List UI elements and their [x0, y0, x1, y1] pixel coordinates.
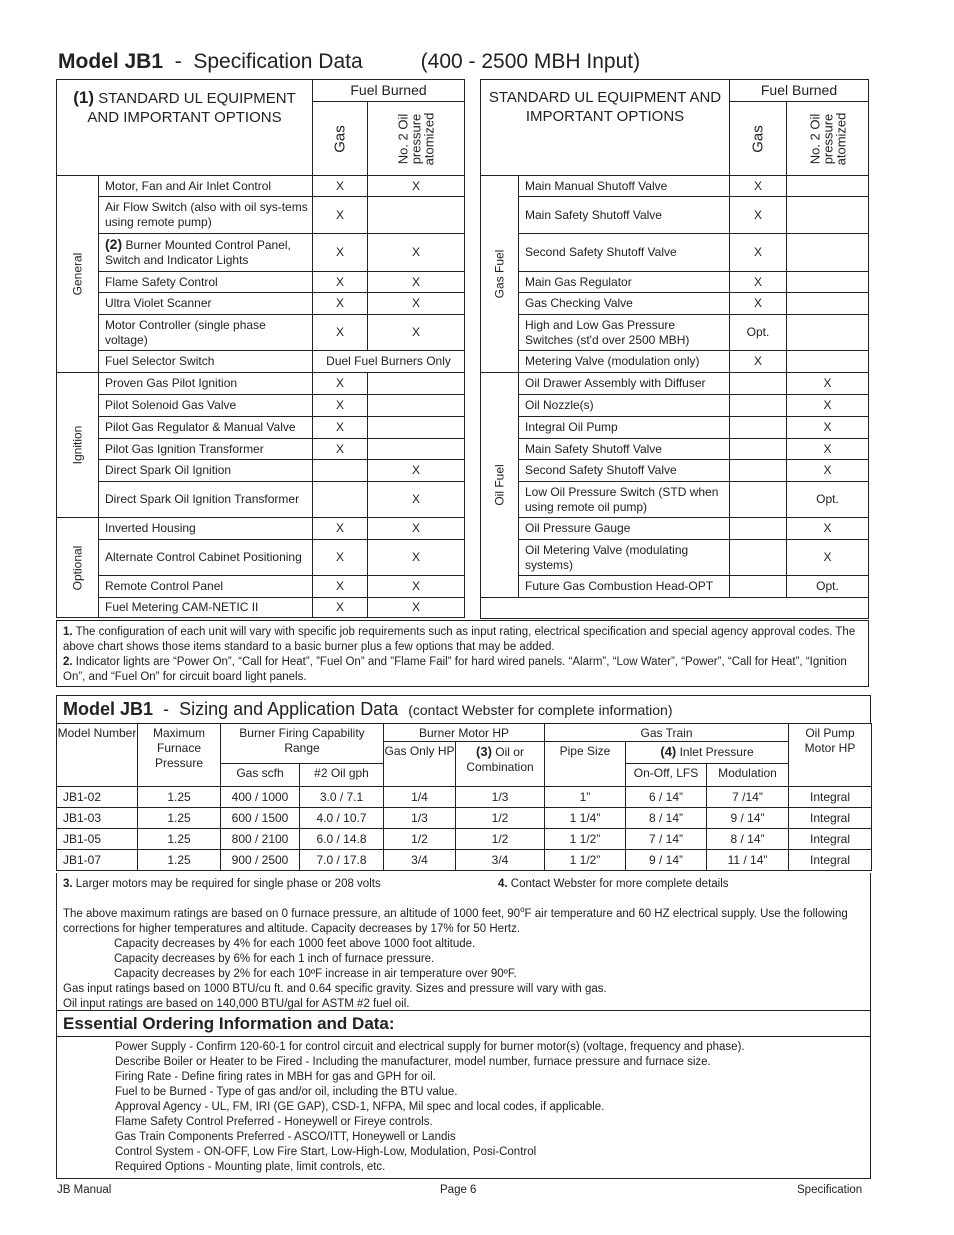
gas-mark: X [730, 234, 787, 272]
spec-row [57, 518, 465, 540]
spec-item-label: Second Safety Shutoff Valve [519, 234, 730, 272]
spec-item-label: Oil Pressure Gauge [519, 518, 730, 540]
oil-mark: X [368, 293, 465, 315]
spec-item-label: Main Gas Regulator [519, 272, 730, 293]
gas-column-header: Gas [313, 102, 368, 176]
gas-mark: X [313, 176, 368, 197]
category-oil-fuel: Oil Fuel [481, 373, 519, 598]
gas-mark: X [313, 293, 368, 315]
ordering-item: Flame Safety Control Preferred - Honeywell or Fireye controls. [115, 1116, 433, 1128]
spec-table-left [56, 79, 465, 618]
cell-pressure: 1.25 [138, 808, 221, 829]
ordering-title: Essential Ordering Information and Data: [56, 1010, 871, 1037]
cell-combo-hp: 1/2 [456, 829, 545, 850]
cell-onoff: 8 / 14” [626, 808, 707, 829]
col-burner-motor-hp: Burner Motor HP [384, 724, 545, 742]
spec-table-right [480, 79, 869, 619]
spec-row [57, 373, 465, 395]
gas-mark: X [313, 272, 368, 293]
page-title: Model JB1 - Specification Data (400 - 2500 MBH Input) [58, 50, 641, 73]
footer-manual: JB Manual [57, 1184, 112, 1196]
cell-pipe: 1 1/2” [545, 829, 626, 850]
ordering-item: Firing Rate - Define firing rates in MBH for gas and GPH for oil. [115, 1071, 436, 1083]
cell-model: JB1-02 [57, 787, 138, 808]
spec-row [57, 351, 465, 373]
spec-item-label: Fuel Selector Switch [99, 351, 313, 373]
spec-row [481, 540, 869, 576]
cell-oil: 6.0 / 14.8 [300, 829, 384, 850]
cell-pipe: 1” [545, 787, 626, 808]
ordering-item: Describe Boiler or Heater to be Fired - Including the manufacturer, model number, furnace pressure and furnace size. [115, 1056, 711, 1068]
correction-altitude: Capacity decreases by 4% for each 1000 feet above 1000 foot altitude. [114, 937, 476, 950]
ordering-item: Gas Train Components Preferred - ASCO/ITT, Honeywell or Landis [115, 1131, 456, 1143]
note-2: 2. Indicator lights are “Power On”, “Call for Heat”, ”Fuel On” and ”Flame Fail” for hard wired panels. “Alarm”, “Low Water”, “Power”, “Call for Heat”, “Ignition On”, and “Fuel On” for circuit board light panels. [63, 656, 847, 683]
spec-row [57, 272, 465, 293]
cell-gas-hp: 1/3 [384, 808, 456, 829]
col-model-number: Model Number [57, 724, 138, 787]
gas-mark [730, 482, 787, 518]
gas-mark: X [313, 576, 368, 598]
oil-column-header: No. 2 Oil pressure atomized [368, 102, 465, 176]
col-inlet-pressure: (4) Inlet Pressure [626, 742, 789, 764]
category-gas-fuel: Gas Fuel [481, 176, 519, 373]
oil-column-header: No. 2 Oil pressure atomized [787, 102, 869, 176]
col-max-furnace-pressure: Maximum Furnace Pressure [138, 724, 221, 787]
oil-mark [787, 234, 869, 272]
spec-item-label: Oil Metering Valve (modulating systems) [519, 540, 730, 576]
notes-3-4 [63, 877, 864, 892]
gas-mark [730, 373, 787, 395]
oil-mark [787, 272, 869, 293]
col-gas-only-hp: Gas Only HP [384, 742, 456, 787]
gas-mark: X [730, 351, 787, 373]
gas-mark: Opt. [730, 315, 787, 351]
cell-combo-hp: 1/2 [456, 808, 545, 829]
oil-mark [368, 439, 465, 460]
spec-item-label: Main Safety Shutoff Valve [519, 197, 730, 234]
note-1: 1. The configuration of each unit will vary with specific job requirements such as input rating, electrical specification and special agency approval codes. The above chart shows those items standard to a basic burner plus a few options that may be added. [63, 626, 856, 653]
spec-row [57, 598, 465, 618]
gas-mark: X [730, 272, 787, 293]
cell-gas: 400 / 1000 [221, 787, 300, 808]
spec-row [57, 293, 465, 315]
cell-oil: 7.0 / 17.8 [300, 850, 384, 871]
ordering-item: Required Options - Mounting plate, limit controls, etc. [115, 1161, 386, 1173]
spec-item-label: High and Low Gas Pressure Switches (st'd over 2500 MBH) [519, 315, 730, 351]
spec-header-right: STANDARD UL EQUIPMENT AND IMPORTANT OPTIONS [481, 80, 730, 176]
spec-item-label: Direct Spark Oil Ignition Transformer [99, 482, 313, 518]
cell-gas: 600 / 1500 [221, 808, 300, 829]
spec-row [57, 315, 465, 351]
oil-mark: X [787, 439, 869, 460]
spec-notes [56, 620, 869, 687]
cell-pump: Integral [789, 850, 872, 871]
spec-item-label: Pilot Solenoid Gas Valve [99, 395, 313, 417]
ratings-paragraph: The above maximum ratings are based on 0 furnace pressure, an altitude of 1000 feet, 90$^o$F air temperature and 60 HZ electrical supply. Use the following corrections for higher temperatures and altitude. Capacity decreases by 17% for 50 Hertz. [63, 905, 848, 935]
gas-mark: X [313, 395, 368, 417]
spec-row [481, 351, 869, 373]
oil-mark [787, 351, 869, 373]
oil-mark: Opt. [787, 576, 869, 598]
spec-item-label: Proven Gas Pilot Ignition [99, 373, 313, 395]
cell-gas-hp: 3/4 [384, 850, 456, 871]
oil-mark [787, 176, 869, 197]
ordering-list [56, 1037, 871, 1179]
note-3: 3. Larger motors may be required for single phase or 208 volts [63, 878, 381, 890]
gas-mark: X [313, 598, 368, 618]
ordering-item: Control System - ON-OFF, Low Fire Start, Low-High-Low, Modulation, Posi-Control [115, 1146, 537, 1158]
spec-item-label: Motor, Fan and Air Inlet Control [99, 176, 313, 197]
spec-row [481, 395, 869, 417]
cell-pipe: 1 1/2” [545, 850, 626, 871]
spec-item-label: Fuel Metering CAM-NETIC II [99, 598, 313, 618]
gas-mark: X [730, 176, 787, 197]
oil-mark: X [368, 234, 465, 272]
spec-item-label: Main Safety Shutoff Valve [519, 439, 730, 460]
table-row [57, 850, 872, 871]
gas-mark [730, 460, 787, 482]
spec-row [57, 395, 465, 417]
spec-item-label: Gas Checking Valve [519, 293, 730, 315]
cell-oil: 4.0 / 10.7 [300, 808, 384, 829]
oil-mark: X [787, 460, 869, 482]
spec-row [481, 439, 869, 460]
oil-mark [368, 373, 465, 395]
spec-row [481, 460, 869, 482]
cell-model: JB1-07 [57, 850, 138, 871]
cell-pressure: 1.25 [138, 829, 221, 850]
oil-mark: X [787, 417, 869, 439]
gas-mark: X [730, 293, 787, 315]
spec-item-label: Oil Drawer Assembly with Diffuser [519, 373, 730, 395]
spec-item-label: Motor Controller (single phase voltage) [99, 315, 313, 351]
correction-pressure: Capacity decreases by 6% for each 1 inch of furnace pressure. [114, 952, 435, 965]
oil-basis: Oil input ratings are based on 140,000 BTU/gal for ASTM #2 fuel oil. [63, 997, 410, 1010]
oil-mark: X [368, 460, 465, 482]
oil-mark: Opt. [787, 482, 869, 518]
spec-item-label: Main Manual Shutoff Valve [519, 176, 730, 197]
spec-item-label: Oil Nozzle(s) [519, 395, 730, 417]
sizing-notes [56, 873, 871, 1010]
oil-mark [368, 197, 465, 234]
gas-mark [313, 460, 368, 482]
gas-mark: X [313, 518, 368, 540]
spec-row [57, 234, 465, 272]
spec-item-label: (2) Burner Mounted Control Panel, Switch and Indicator Lights [99, 234, 313, 272]
oil-mark: X [368, 272, 465, 293]
spec-item-label: Low Oil Pressure Switch (STD when using remote oil pump) [519, 482, 730, 518]
cell-pipe: 1 1/4” [545, 808, 626, 829]
spec-row [481, 197, 869, 234]
table-row [57, 808, 872, 829]
col-firing-range: Burner Firing Capability Range [221, 724, 384, 764]
spec-item-label: Pilot Gas Ignition Transformer [99, 439, 313, 460]
cell-onoff: 7 / 14” [626, 829, 707, 850]
spec-row [481, 272, 869, 293]
cell-model: JB1-03 [57, 808, 138, 829]
cell-mod: 11 / 14” [707, 850, 789, 871]
correction-temperature: Capacity decreases by 2% for each 10ºF increase in air temperature over 90ºF. [114, 967, 517, 980]
cell-pump: Integral [789, 808, 872, 829]
oil-mark: X [368, 315, 465, 351]
category-ignition: Ignition [57, 373, 99, 518]
cell-pressure: 1.25 [138, 787, 221, 808]
gas-mark: X [730, 197, 787, 234]
cell-mod: 8 / 14” [707, 829, 789, 850]
gas-basis: Gas input ratings based on 1000 BTU/cu ft. and 0.64 specific gravity. Sizes and pressure will vary with gas. [63, 982, 607, 995]
cell-gas: 900 / 2500 [221, 850, 300, 871]
gas-mark: X [313, 439, 368, 460]
cell-mod: 7 /14” [707, 787, 789, 808]
ordering-item: Approval Agency - UL, FM, IRI (GE GAP), CSD-1, NFPA, Mil spec and local codes, if applicable. [115, 1101, 605, 1113]
blank-cell [481, 598, 869, 619]
gas-mark: X [313, 197, 368, 234]
spec-row [481, 576, 869, 598]
col-gas-scfh: Gas scfh [221, 764, 300, 787]
cell-gas-hp: 1/4 [384, 787, 456, 808]
oil-mark: X [368, 598, 465, 618]
cell-mod: 9 / 14” [707, 808, 789, 829]
spec-item-label: Metering Valve (modulation only) [519, 351, 730, 373]
oil-mark: X [787, 540, 869, 576]
oil-mark [368, 417, 465, 439]
cell-combo-hp: 3/4 [456, 850, 545, 871]
spec-item-label: Alternate Control Cabinet Positioning [99, 540, 313, 576]
gas-column-header: Gas [730, 102, 787, 176]
spec-item-label: Air Flow Switch (also with oil sys-tems using remote pump) [99, 197, 313, 234]
gas-mark [730, 576, 787, 598]
oil-mark [787, 293, 869, 315]
spec-row [481, 315, 869, 351]
spec-item-label: Flame Safety Control [99, 272, 313, 293]
sizing-title: Model JB1 - Sizing and Application Data (contact Webster for complete information) [56, 695, 871, 723]
footer-page: Page 6 [440, 1184, 477, 1196]
spec-row [57, 576, 465, 598]
gas-mark [730, 439, 787, 460]
cell-gas: 800 / 2100 [221, 829, 300, 850]
oil-mark: X [787, 373, 869, 395]
cell-model: JB1-05 [57, 829, 138, 850]
spec-row [57, 540, 465, 576]
spec-row [57, 482, 465, 518]
spec-item-label: Ultra Violet Scanner [99, 293, 313, 315]
col-onoff-lfs: On-Off, LFS [626, 764, 707, 787]
fuel-burned-header: Fuel Burned [313, 80, 465, 102]
col-oil-gph: #2 Oil gph [300, 764, 384, 787]
gas-mark [730, 540, 787, 576]
gas-mark: X [313, 417, 368, 439]
oil-mark: X [368, 176, 465, 197]
spec-row [481, 293, 869, 315]
spec-row [57, 197, 465, 234]
cell-pump: Integral [789, 787, 872, 808]
col-modulation: Modulation [707, 764, 789, 787]
cell-onoff: 6 / 14” [626, 787, 707, 808]
spec-row [481, 417, 869, 439]
spec-row [481, 518, 869, 540]
note-4: 4. Contact Webster for more complete details [498, 878, 729, 890]
oil-mark [787, 197, 869, 234]
spec-row [481, 373, 869, 395]
fuel-burned-header: Fuel Burned [730, 80, 869, 102]
spec-item-label: Inverted Housing [99, 518, 313, 540]
oil-mark: X [368, 576, 465, 598]
spec-row [57, 417, 465, 439]
ordering-item: Fuel to be Burned - Type of gas and/or oil, including the BTU value. [115, 1086, 458, 1098]
oil-mark [368, 395, 465, 417]
col-oil-pump-hp: Oil Pump Motor HP [789, 724, 872, 787]
cell-pressure: 1.25 [138, 850, 221, 871]
oil-mark: X [787, 518, 869, 540]
category-general: General [57, 176, 99, 373]
spec-item-label: Direct Spark Oil Ignition [99, 460, 313, 482]
table-row [57, 829, 872, 850]
cell-onoff: 9 / 14” [626, 850, 707, 871]
oil-mark: X [787, 395, 869, 417]
spec-item-label: Pilot Gas Regulator & Manual Valve [99, 417, 313, 439]
oil-mark: X [368, 518, 465, 540]
table-row [57, 787, 872, 808]
oil-mark: X [368, 482, 465, 518]
spec-row-blank [481, 598, 869, 619]
gas-mark: X [313, 373, 368, 395]
spec-row [481, 482, 869, 518]
spec-item-note: Duel Fuel Burners Only [313, 351, 465, 373]
oil-mark: X [368, 540, 465, 576]
sizing-table [56, 723, 872, 871]
gas-mark [313, 482, 368, 518]
gas-mark: X [313, 315, 368, 351]
cell-gas-hp: 1/2 [384, 829, 456, 850]
col-combination-hp: (3) Oil or Combination [456, 742, 545, 787]
cell-oil: 3.0 / 7.1 [300, 787, 384, 808]
category-optional: Optional [57, 518, 99, 618]
spec-item-label: Future Gas Combustion Head-OPT [519, 576, 730, 598]
spec-row [57, 439, 465, 460]
gas-mark: X [313, 540, 368, 576]
spec-row [481, 234, 869, 272]
gas-mark [730, 518, 787, 540]
spec-row [481, 176, 869, 197]
gas-mark [730, 417, 787, 439]
spec-item-label: Second Safety Shutoff Valve [519, 460, 730, 482]
gas-mark [730, 395, 787, 417]
spec-item-label: Integral Oil Pump [519, 417, 730, 439]
cell-pump: Integral [789, 829, 872, 850]
oil-mark [787, 315, 869, 351]
spec-header-left: (1) STANDARD UL EQUIPMENT AND IMPORTANT OPTIONS [57, 80, 313, 176]
col-pipe-size: Pipe Size [545, 742, 626, 787]
col-gas-train: Gas Train [545, 724, 789, 742]
spec-row [57, 176, 465, 197]
gas-mark: X [313, 234, 368, 272]
cell-combo-hp: 1/3 [456, 787, 545, 808]
spec-item-label: Remote Control Panel [99, 576, 313, 598]
footer-section: Specification [797, 1184, 863, 1196]
spec-row [57, 460, 465, 482]
ordering-item: Power Supply - Confirm 120-60-1 for control circuit and electrical supply for burner motor(s) (voltage, frequency and phase). [115, 1041, 745, 1053]
